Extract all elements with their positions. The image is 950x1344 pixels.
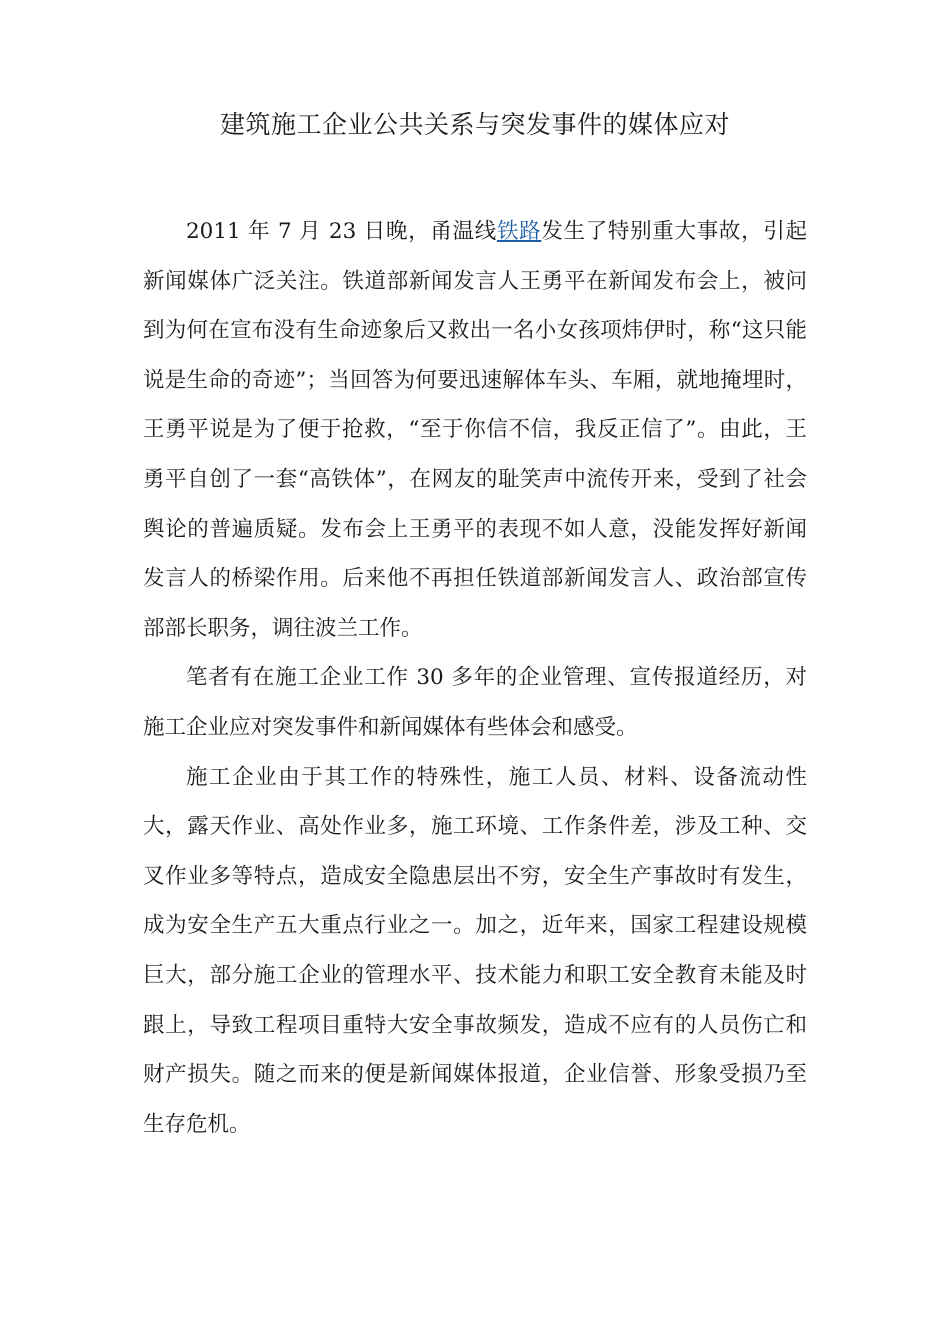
document-title: 建筑施工企业公共关系与突发事件的媒体应对 bbox=[219, 110, 730, 139]
paragraph-1-text-before: 2011 年 7 月 23 日晚，甬温线 bbox=[186, 219, 497, 244]
paragraph-2: 笔者有在施工企业工作 30 多年的企业管理、宣传报道经历，对施工企业应对突发事件和新闻媒体有些体会和感受。 bbox=[143, 665, 807, 740]
paragraph-3: 施工企业由于其工作的特殊性，施工人员、材料、设备流动性大，露天作业、高处作业多，施工环境、工作条件差，涉及工种、交叉作业多等特点，造成安全隐患层出不穷，安全生产事故时有发生，成为安全生产五大重点行业之一。加之，近年来，国家工程建设规模巨大，部分施工企业的管理水平、技术能力和职工安全教育未能及时跟上，导致工程项目重特大安全事故频发，造成不应有的人员伤亡和财产损失。随之而来的便是新闻媒体报道，企业信誉、形象受损乃至生存危机。 bbox=[143, 764, 807, 1137]
document-body bbox=[143, 207, 807, 1149]
railway-link[interactable]: 铁路 bbox=[496, 219, 542, 244]
paragraph-1 bbox=[143, 207, 807, 653]
paragraph-1-text-after: 发生了特别重大事故，引起新闻媒体广泛关注。铁道部新闻发言人王勇平在新闻发布会上，被问到为何在宣布没有生命迹象后又救出一名小女孩项炜伊时，称“这只能说是生命的奇迹”；当回答为何要迅速解体车头、车厢，就地掩埋时，王勇平说是为了便于抢救，“至于你信不信，我反正信了”。由此，王勇平自创了一套“高铁体”，在网友的耻笑声中流传开来，受到了社会舆论的普遍质疑。发布会上王勇平的表现不如人意，没能发挥好新闻发言人的桥梁作用。后来他不再担任铁道部新闻发言人、政治部宣传部部长职务，调往波兰工作。 bbox=[143, 219, 807, 641]
